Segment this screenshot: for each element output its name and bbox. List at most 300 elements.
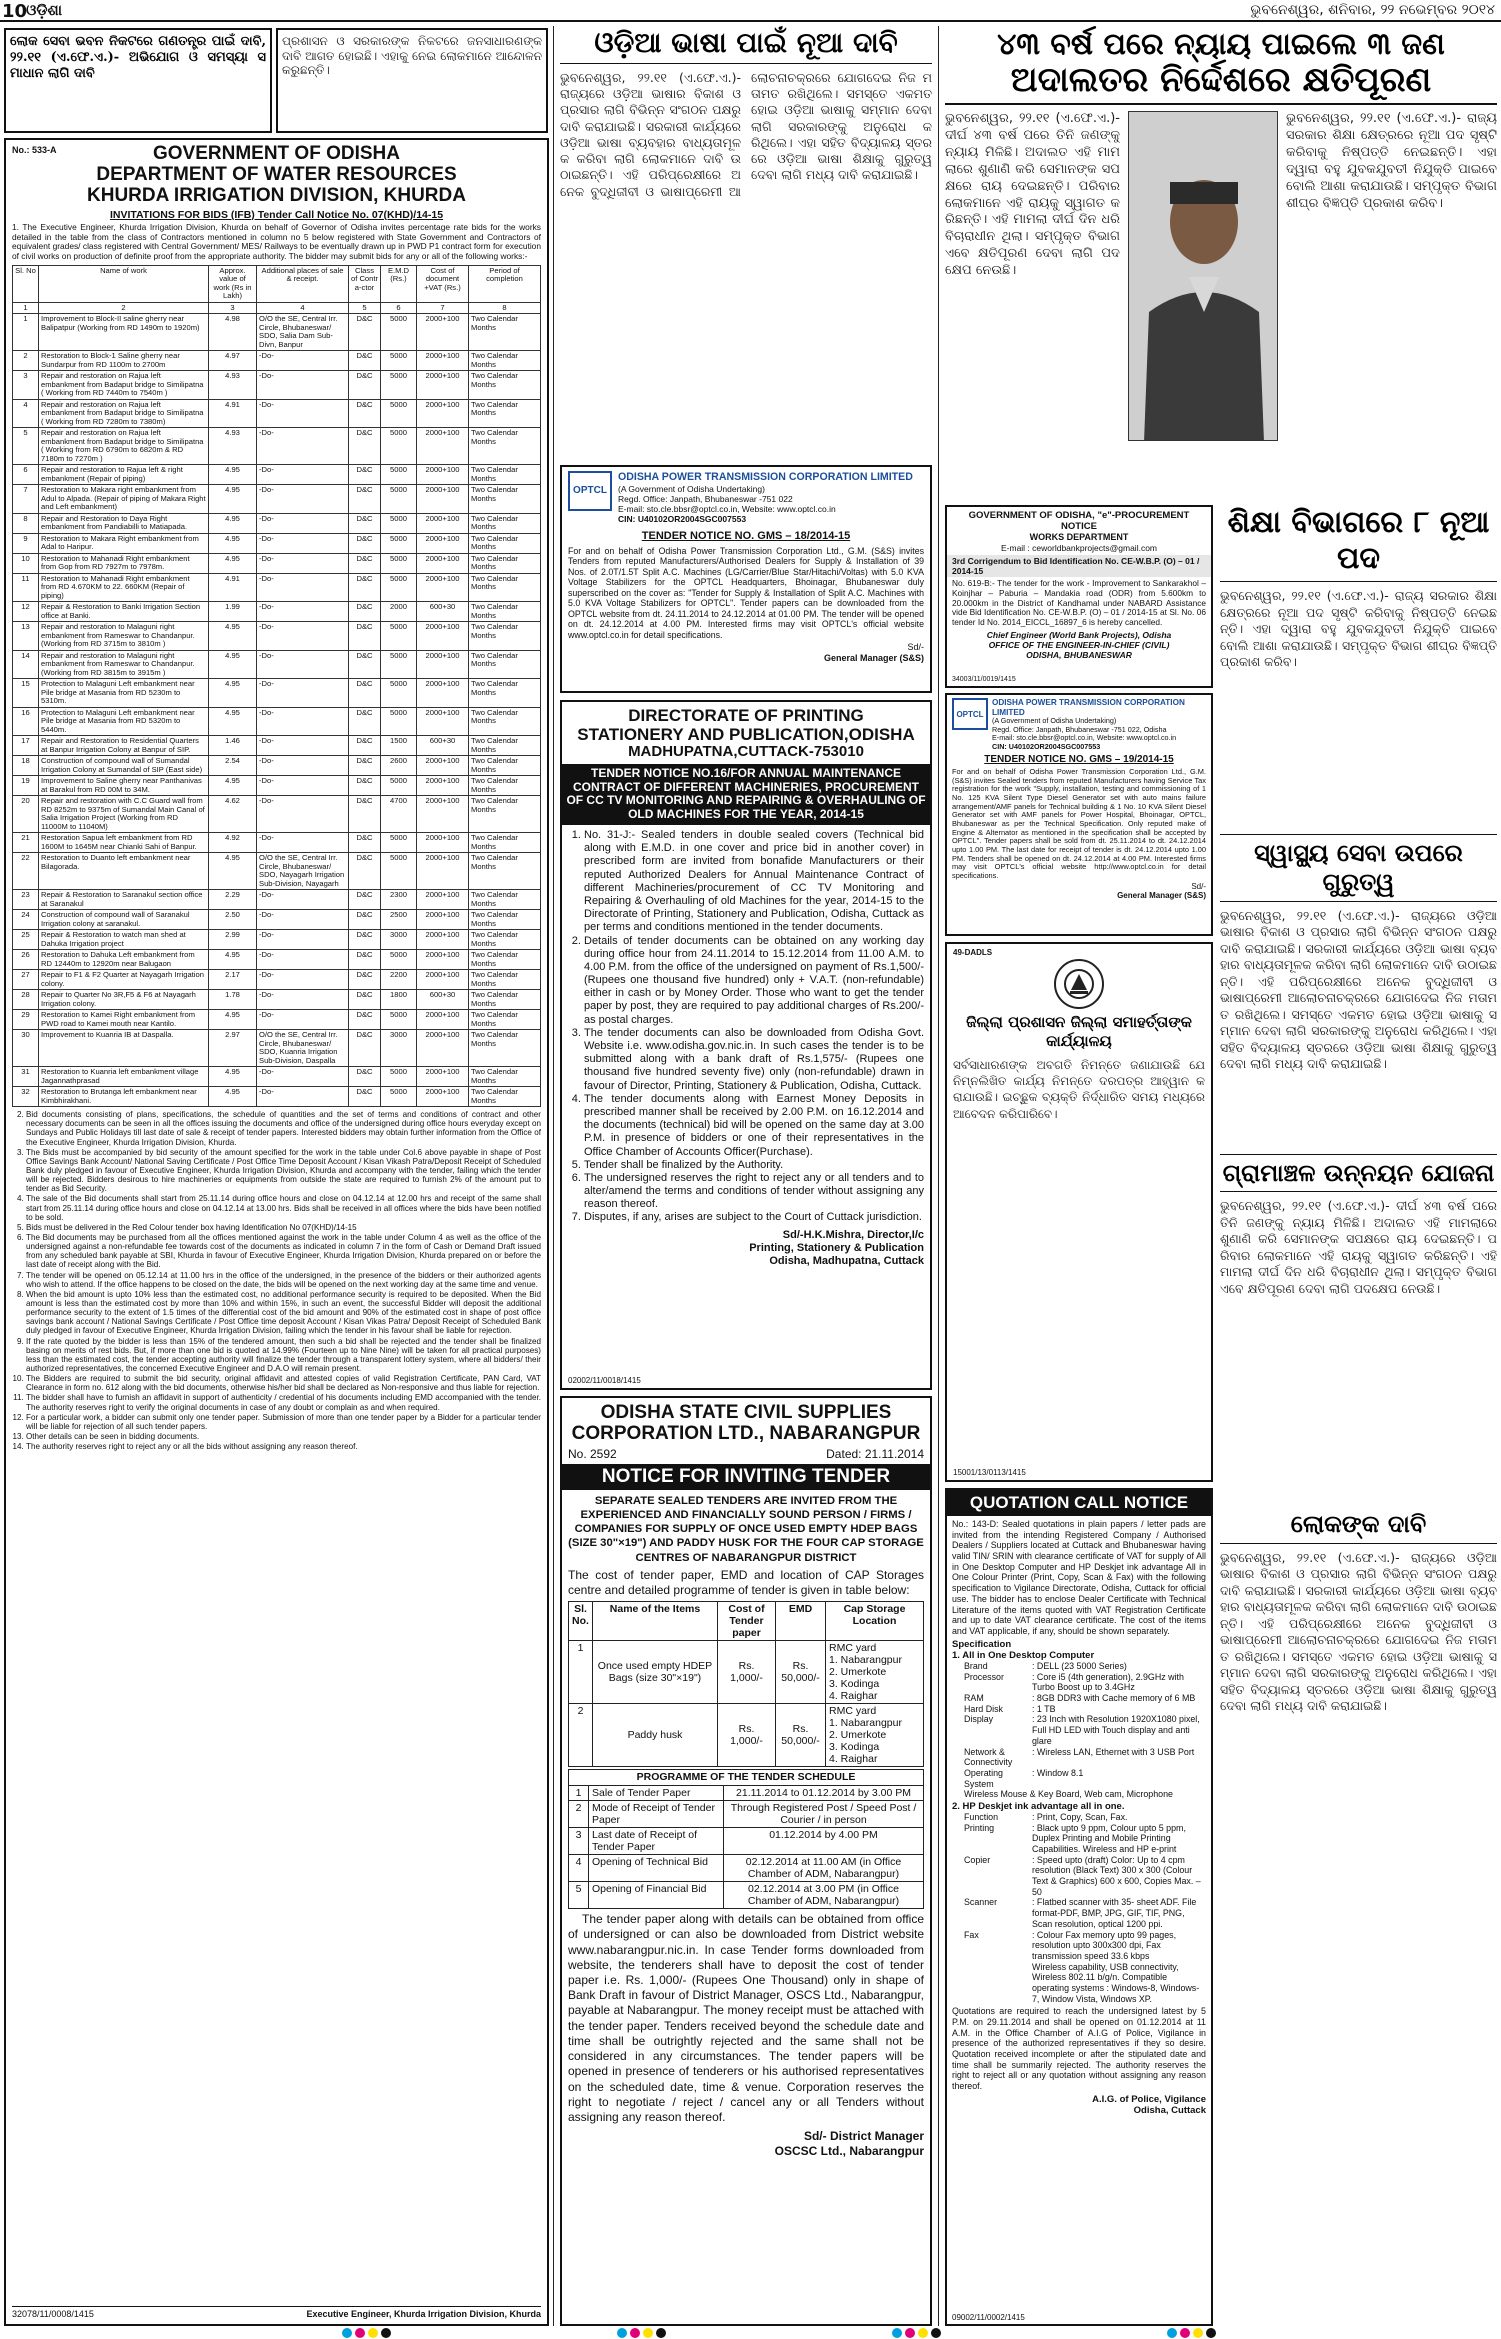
cs-cell-item: Paddy husk (593, 1704, 718, 1767)
odia-right-article-2: ଭୁବନେଶ୍ୱର, ୨୨.୧୧ (ଏ.ଫେ.ଏ.)- ରାଜ୍ୟରେ ଓଡ଼ିଆ ଭାଷାର ବିକାଶ ଓ ପ୍ରସାର ଲାଗି ବିଭିନ୍ନ ସଂଗଠନ ପକ୍ଷରୁ ଦାବି କରାଯାଇଛି। ସରକାରୀ କାର୍ଯ୍ୟରେ ଓଡ଼ିଆ ଭାଷା ବ୍ୟବହାର ବାଧ୍ୟତାମୂଳକ କରିବା ଲାଗି ଲୋକମାନେ ଦାବି ଉଠାଇଛନ୍ତି। ଏହି ପରିପ୍ରେକ୍ଷୀରେ ଅନେକ ବୁଦ୍ଧିଜୀବୀ ଓ ଭାଷାପ୍ରେମୀ ଆଲୋଚନାଚକ୍ରରେ ଯୋଗଦେଇ ନିଜ ମତାମତ ରଖିଥିଲେ। ସମସ୍ତେ ଏକମତ ହୋଇ ଓଡ଼ିଆ ଭାଷାକୁ ସମ୍ମାନ ଦେବା ଲାଗି ସରକାରଙ୍କୁ ଅନୁରୋଧ କରିଥିଲେ। ଏହା ସହିତ ବିଦ୍ୟାଳୟ ସ୍ତରରେ ଓଡ଼ିଆ ଭାଷା ଶିକ୍ଷାକୁ ଗୁରୁତ୍ୱ ଦେବା ଲାଗି ମଧ୍ୟ ଦାବି କରାଯାଇଛି। (1220, 907, 1497, 1072)
cs-location-line: RMC yard (829, 1705, 877, 1718)
table-cell-emd: 5000 (381, 485, 417, 514)
table-cell-cls: D&C (349, 650, 381, 679)
table-row (13, 833, 541, 853)
table-cell-emd: 3000 (381, 1030, 417, 1067)
table-cell-place: O/O the SE, Central Irr. Circle, Bhubaneswar/ SDO, Kuanria Irrigation Sub-Division, Daspalla (257, 1030, 349, 1067)
paper-name: ଓଡ଼ିଶା (26, 1, 63, 19)
table-cell-period: Two Calendar Months (469, 533, 541, 553)
eproc-ref: 34003/11/0019/1415 (952, 675, 1016, 683)
table-cell-value: 4.91 (209, 399, 257, 428)
printing-item: 2. Details of tender documents can be obtained on any working day during office hour from 24.11.2014 to 15.12.2014 from 11.00 A.M. to 4.00 P.M. from the office of the undersigned on payment of Rs.1,500/-(Rupees one thousand five hundred) only + V.A.T. (non-refundable) either in cash or by Money Order. Those who want to get the tender paper by post, they are required to pay additional charges of Rs.200/- as postal charges. (584, 935, 924, 1027)
table-cell-sl: 7 (13, 485, 39, 514)
table-cell-sl: 25 (13, 930, 39, 950)
table-cell-emd: 5000 (381, 853, 417, 890)
spec-row (952, 1714, 1206, 1746)
table-cell-sl: 22 (13, 853, 39, 890)
table-cell-cost: 2000+100 (417, 910, 469, 930)
irrigation-table-body (13, 314, 541, 1107)
printing-title-3: MADHUPATNA,CUTTACK-753010 (628, 743, 864, 761)
optcl-name: ODISHA POWER TRANSMISSION CORPORATION LIMITED (992, 698, 1185, 717)
table-cell-place: -Do- (257, 465, 349, 485)
table-cell-cost: 2000+100 (417, 890, 469, 910)
table-row (13, 553, 541, 573)
table-cell-cls: D&C (349, 399, 381, 428)
table-cell-value: 1.46 (209, 736, 257, 756)
eproc-title: GOVERNMENT OF ODISHA, "e"-PROCUREMENT NOTICE (968, 510, 1190, 533)
table-cell-sl: 27 (13, 970, 39, 990)
irrigation-title-3: KHURDA IRRIGATION DIVISION, KHURDA (87, 184, 466, 206)
table-cell-cost: 2000+100 (417, 776, 469, 796)
note-item: 7. The tender will be opened on 05.12.14 at 11.00 hrs in the office of the undersigned, in the presence of the bidders or their authorized agents who wish to attend. If the office happens to be closed on the date, the bids will be opened on the next working day at the same time and venue. (26, 1271, 541, 1289)
table-cell-value: 4.95 (209, 533, 257, 553)
table-cell-period: Two Calendar Months (469, 399, 541, 428)
table-cell-value: 4.62 (209, 796, 257, 833)
quotation-closing: Quotations are required to reach the undersigned latest by 5 P.M. on 29.11.2014 and shall be opened on 01.12.2014 at 11 A.M. in the Office Chamber of A.I.G of Police, Vigilance in presence of the authorized representatives if they so desire. Quotation received incomplete or after the stipulated date and time shall be summarily rejected. The authority reserves the right to reject all or any quotation without assigning any reason thereof. (952, 2006, 1206, 2092)
odia-right-headline: ଶିକ୍ଷା ବିଭାଗରେ ୮ ନୂଆ ପଦ (1220, 505, 1497, 582)
table-row (13, 707, 541, 736)
table-row (569, 1704, 924, 1767)
table-row (13, 513, 541, 533)
table-cell-value: 4.98 (209, 314, 257, 351)
spec-row (952, 1672, 1206, 1693)
col-number: 5 (349, 302, 381, 314)
table-cell-period: Two Calendar Months (469, 602, 541, 622)
table-cell-cls: D&C (349, 351, 381, 371)
table-row (569, 1640, 924, 1703)
table-cell-place: -Do- (257, 756, 349, 776)
table-cell-work: Improvement to Block-II saline gherry near Balipatpur (Working from RD 1490m to 1920m) (39, 314, 209, 351)
table-cell-place: -Do- (257, 513, 349, 533)
spec-key: RAM (964, 1693, 984, 1704)
cs-location-line: 1. Nabarangpur (829, 1717, 902, 1730)
table-cell-cost: 2000+100 (417, 833, 469, 853)
table-cell-value: 4.95 (209, 679, 257, 708)
table-cell-period: Two Calendar Months (469, 351, 541, 371)
cs-col-header: Cost of Tender paper (718, 1601, 776, 1640)
cs-items-table (568, 1601, 924, 1768)
table-cell-period: Two Calendar Months (469, 756, 541, 776)
cs-cell-sl: 1 (569, 1640, 593, 1703)
optcl-cin: CIN: U40102OR2004SGC007553 (992, 741, 1101, 751)
table-row (13, 485, 541, 514)
table-cell-emd: 4700 (381, 796, 417, 833)
table-cell-value: 4.93 (209, 428, 257, 465)
irrigation-ref: No.: 533-A (12, 145, 57, 155)
table-cell-cost: 2000+100 (417, 351, 469, 371)
table-cell-cls: D&C (349, 707, 381, 736)
table-row (13, 736, 541, 756)
table-cell-cls: D&C (349, 833, 381, 853)
programme-row (569, 1800, 924, 1827)
table-cell-period: Two Calendar Months (469, 1030, 541, 1067)
optcl-notice-no: TENDER NOTICE NO. GMS – 18/2014-15 (641, 529, 851, 542)
table-cell-place: -Do- (257, 736, 349, 756)
printing-sig3: Odisha, Madhupatna, Cuttack (769, 1254, 924, 1267)
table-row (13, 622, 541, 651)
quotation-item1-specs (952, 1661, 1206, 1789)
printing-item: 5. Tender shall be finalized by the Authority. (584, 1159, 924, 1172)
table-cell-value: 2.54 (209, 756, 257, 776)
printing-banner: TENDER NOTICE NO.16/FOR ANNUAL MAINTENANCE CONTRACT OF DIFFERENT MACHINERIES, PROCUREMENT OF CC TV MONITORING AND REPAIRING & OVERHAULING OF OLD MACHINES FOR THE YEAR, 2014-15 (562, 764, 930, 825)
odia-right-article-3: ଭୁବନେଶ୍ୱର, ୨୨.୧୧ (ଏ.ଫେ.ଏ.)- ଦୀର୍ଘ ୪୩ ବର୍ଷ ପରେ ତିନି ଜଣଙ୍କୁ ନ୍ୟାୟ ମିଳିଛି। ଅଦାଲତ ଏହି ମାମଲାରେ ଶୁଣାଣି କରି ସେମାନଙ୍କ ସପକ୍ଷରେ ରାୟ ଦେଇଛନ୍ତି। ପରିବାର ଲୋକମାନେ ଏହି ରାୟକୁ ସ୍ୱାଗତ କରିଛନ୍ତି। ଏହି ମାମଲା ଦୀର୍ଘ ଦିନ ଧରି ବିଚାରାଧୀନ ଥିଲା। ସମ୍ପୃକ୍ତ ବିଭାଗ ଏବେ କ୍ଷତିପୂରଣ ଦେବା ଲାଗି ପଦକ୍ଷେପ ନେଉଛି। (1220, 1198, 1497, 1296)
table-row (13, 930, 541, 950)
table-cell-cost: 2000+100 (417, 465, 469, 485)
quotation-ref: 09002/11/0002/1415 (952, 2312, 1025, 2322)
odia-news-top-right (945, 28, 1497, 488)
table-cell-period: Two Calendar Months (469, 650, 541, 679)
table-cell-value: 4.95 (209, 1010, 257, 1030)
cs-cell-sl: 2 (569, 1704, 593, 1767)
table-cell-cost: 2000+100 (417, 707, 469, 736)
spec-row (952, 1812, 1206, 1823)
table-cell-place: -Do- (257, 1067, 349, 1087)
spec-value: : 8GB DDR3 with Cache memory of 6 MB (1032, 1693, 1196, 1704)
printing-item: 4. The tender documents along with Earnest Money Deposits in prescribed manner shall be received by 2.00 P.M. on 16.12.2014 and the documents (technical) bid will be opened on the same day at 3.00 P.M. in presence of bidders or one of their representatives in the Office Chamber of Accounts Officer(Purchase). (584, 1093, 924, 1159)
note-item: 8. When the bid amount is upto 10% less than the estimated cost, no additional performance security is required to be deposited. When the Bid amount is less than the estimated cost by more than 10% and within 15%, in such an event, the successful Bidder will deposit the additional performance security to the extent of 1.5 times of the differential cost of the bid amount and 90% of the estimated cost in shape of post office savings bank account / National Savings Certificate / Post Office time deposit Account / Kisan Vikas Patra/ Deposit Receipt of Scheduled Bank duly pledged in favour of Executive Engineer, Khurda Irrigation Division, failing which the tender in his favour shall be liable for rejection. (26, 1290, 541, 1336)
table-cell-work: Protection to Malaguni Left embankment near Pile bridge at Masania from RD 5230m to 5310m. (39, 679, 209, 708)
table-cell-cls: D&C (349, 371, 381, 400)
registration-mark-icon (1167, 2328, 1219, 2339)
note-item: 6. The Bid documents may be purchased from all the offices mentioned against the work in the table under Column 4 as well as the office of the undersigned against a non-refundable fee towards cost of the documents as indicated in column 7 in the form of Cash or Demand Draft issued from any scheduled bank payable at SBI, Khurda in favour of Executive Engineer, Khurda Irrigation Division, Khurda prepared on or before the last date of receipt along with the Bid. (26, 1233, 541, 1270)
programme-row (569, 1785, 924, 1800)
spec-key: Operating System (964, 1767, 1003, 1789)
prog-key: Sale of Tender Paper (589, 1785, 724, 1800)
optcl-notice-no: TENDER NOTICE NO. GMS – 19/2014-15 (984, 754, 1174, 766)
table-row (13, 602, 541, 622)
table-cell-period: Two Calendar Months (469, 707, 541, 736)
table-cell-period: Two Calendar Months (469, 990, 541, 1010)
table-cell-cost: 2000+100 (417, 371, 469, 400)
spec-value: : Core i5 (4th generation), 2.9GHz with Turbo Boost up to 3.4GHz (1032, 1671, 1184, 1693)
optcl-sig2: General Manager (S&S) (1117, 891, 1206, 901)
quotation-spec-title: Specification (952, 1638, 1012, 1650)
table-cell-place: -Do- (257, 533, 349, 553)
table-cell-place: -Do- (257, 371, 349, 400)
table-cell-work: Restoration to Mahanadi Right embankment from Gop from RD 7927m to 7978m. (39, 553, 209, 573)
table-row (13, 371, 541, 400)
table-cell-sl: 21 (13, 833, 39, 853)
table-row (13, 853, 541, 890)
optcl-sub: (A Government of Odisha Undertaking) (992, 716, 1117, 726)
optcl-email: E-mail: sto.cle.bbsr@optcl.co.in, Website: www.optcl.co.in (992, 733, 1177, 743)
table-cell-emd: 5000 (381, 622, 417, 651)
table-cell-emd: 5000 (381, 833, 417, 853)
cs-no: No. 2592 (568, 1446, 617, 1461)
irrigation-footer (12, 2306, 541, 2320)
cs-location-line: 1. Nabarangpur (829, 1653, 902, 1666)
table-cell-cost: 2000+100 (417, 756, 469, 776)
optcl-name: ODISHA POWER TRANSMISSION CORPORATION LIMITED (618, 471, 913, 483)
cs-programme-table (568, 1769, 924, 1909)
table-cell-sl: 9 (13, 533, 39, 553)
quotation-item2-specs (952, 1812, 1206, 2004)
spec-key: Network & Connectivity (964, 1746, 1013, 1768)
table-cell-period: Two Calendar Months (469, 910, 541, 930)
table-cell-sl: 3 (13, 371, 39, 400)
table-cell-work: Improvement to Kuanria IB at Daspalla. (39, 1030, 209, 1067)
table-cell-place: -Do- (257, 553, 349, 573)
district-ref-bottom: 15001/13/0113/1415 (953, 1467, 1026, 1477)
table-cell-cost: 2000+100 (417, 485, 469, 514)
table-cell-value: 4.95 (209, 950, 257, 970)
printing-items (568, 829, 924, 1225)
cs-title-2: CORPORATION LTD., NABARANGPUR (571, 1423, 921, 1445)
table-cell-cls: D&C (349, 1067, 381, 1087)
odia-right-article-1: ଭୁବନେଶ୍ୱର, ୨୨.୧୧ (ଏ.ଫେ.ଏ.)- ରାଜ୍ୟ ସରକାର ଶିକ୍ଷା କ୍ଷେତ୍ରରେ ନୂଆ ପଦ ସୃଷ୍ଟି କରିବାକୁ ନିଷ୍ପତ୍ତି ନେଇଛନ୍ତି। ଏହା ଦ୍ୱାରା ବହୁ ଯୁବକଯୁବତୀ ନିଯୁକ୍ତି ପାଇବେ ବୋଲି ଆଶା କରାଯାଉଛି। ସମ୍ପୃକ୍ତ ବିଭାଗ ଶୀଘ୍ର ବିଜ୍ଞପ୍ତି ପ୍ରକାଶ କରିବ। (1220, 588, 1497, 669)
table-cell-emd: 5000 (381, 533, 417, 553)
registration-mark-icon (342, 2328, 394, 2339)
table-cell-period: Two Calendar Months (469, 970, 541, 990)
table-cell-value: 4.95 (209, 1087, 257, 1107)
spec-key: Display (964, 1714, 994, 1725)
odia-headline-1: ୪୩ ବର୍ଷ ପରେ ନ୍ୟାୟ ପାଇଲେ ୩ ଜଣ (997, 27, 1445, 62)
printing-sig2: Printing, Stationery & Publication (749, 1241, 924, 1254)
table-row (13, 756, 541, 776)
irrigation-ref-code: 32078/11/0008/1415 (12, 2309, 94, 2320)
table-cell-emd: 5000 (381, 513, 417, 533)
table-cell-place: -Do- (257, 399, 349, 428)
quotation-banner: QUOTATION CALL NOTICE (947, 1490, 1211, 1516)
table-row (13, 990, 541, 1010)
table-cell-place: -Do- (257, 707, 349, 736)
spec-row (952, 1693, 1206, 1704)
spec-key (952, 1962, 1032, 2005)
spec-value: : Print, Copy, Scan, Fax. (1032, 1811, 1128, 1822)
spec-row (952, 1823, 1206, 1855)
cs-location-line: 2. Umerkote (829, 1665, 887, 1678)
district-notice-title: ଜିଲ୍ଲା ପ୍ରଶାସନ ଜିଲ୍ଲା ସମାହର୍ତ୍ତାଙ୍କ କାର୍ଯ୍ୟାଳୟ (966, 1013, 1192, 1051)
table-cell-work: Improvement to Saline gherry near Panthanivas at Barakul from RD 00M to 34M. (39, 776, 209, 796)
registration-mark-icon (617, 2328, 669, 2339)
cs-cell-cost: Rs. 1,000/- (718, 1704, 776, 1767)
table-cell-work: Repair & Restoration to Banki Irrigation Section office at Banki. (39, 602, 209, 622)
table-cell-work: Repair and Restoration to Daya Right embankment from Pandiabilli to Matiapada. (39, 513, 209, 533)
table-cell-work: Restoration to Makara right embankment from Adul to Alpada. (Repair of piping of Makara Right and Left embankment) (39, 485, 209, 514)
table-cell-place: -Do- (257, 970, 349, 990)
table-cell-sl: 5 (13, 428, 39, 465)
table-cell-work: Restoration to Brutanga left embankment near Kimbhirakhani. (39, 1087, 209, 1107)
spec-row (952, 1897, 1206, 1929)
spec-key: Scanner (964, 1897, 998, 1908)
note-item: 13. Other details can be seen in bidding documents. (26, 1432, 541, 1441)
table-cell-emd: 5000 (381, 465, 417, 485)
spec-row (952, 1661, 1206, 1672)
cs-col-header: EMD (776, 1601, 826, 1640)
prog-value: Through Registered Post / Speed Post / Courier / in person (724, 1800, 924, 1827)
table-cell-cost: 2000+100 (417, 679, 469, 708)
irrigation-table (12, 265, 541, 1108)
prog-sl: 4 (569, 1854, 589, 1881)
printing-tender (560, 700, 932, 1390)
cs-location-line: 4. Raighar (829, 1690, 878, 1703)
table-cell-value: 4.95 (209, 853, 257, 890)
note-item: 12. For a particular work, a bidder can submit only one tender paper. Submission of more than one tender paper by a Bidder for a particular tender will be liable for rejection of all such tender papers. (26, 1413, 541, 1431)
odia-article-b: ଭୁବନେଶ୍ୱର, ୨୨.୧୧ (ଏ.ଫେ.ଏ.)- ରାଜ୍ୟ ସରକାର ଶିକ୍ଷା କ୍ଷେତ୍ରରେ ନୂଆ ପଦ ସୃଷ୍ଟି କରିବାକୁ ନିଷ୍ପତ୍ତି ନେଇଛନ୍ତି। ଏହା ଦ୍ୱାରା ବହୁ ଯୁବକଯୁବତୀ ନିଯୁକ୍ତି ପାଇବେ ବୋଲି ଆଶା କରାଯାଉଛି। ସମ୍ପୃକ୍ତ ବିଭାଗ ଶୀଘ୍ର ବିଜ୍ଞପ୍ତି ପ୍ରକାଶ କରିବ। (1286, 111, 1497, 211)
table-cell-period: Two Calendar Months (469, 1087, 541, 1107)
table-cell-period: Two Calendar Months (469, 371, 541, 400)
table-cell-place: -Do- (257, 796, 349, 833)
col-header: Name of work (39, 265, 209, 302)
table-cell-place: -Do- (257, 573, 349, 602)
cs-sig2: OSCSC Ltd., Nabarangpur (774, 2143, 924, 2158)
table-cell-place: -Do- (257, 776, 349, 796)
spec-value: : Window 8.1 (1032, 1767, 1084, 1778)
table-cell-sl: 20 (13, 796, 39, 833)
table-cell-value: 4.97 (209, 351, 257, 371)
table-cell-cls: D&C (349, 602, 381, 622)
table-cell-sl: 18 (13, 756, 39, 776)
table-cell-sl: 8 (13, 513, 39, 533)
odia-right-headline-2: ସ୍ୱାସ୍ଥ୍ୟ ସେବା ଉପରେ ଗୁରୁତ୍ୱ (1220, 834, 1497, 902)
table-cell-place: -Do- (257, 622, 349, 651)
odia-news-col2 (560, 28, 932, 458)
table-cell-place: -Do- (257, 950, 349, 970)
eproc-sig2: OFFICE OF THE ENGINEER-IN-CHIEF (CIVIL) (988, 639, 1170, 650)
table-cell-emd: 5000 (381, 314, 417, 351)
table-cell-emd: 2000 (381, 602, 417, 622)
table-cell-work: Repair to F1 & F2 Quarter at Nayagarh Irrigation colony. (39, 970, 209, 990)
table-cell-cls: D&C (349, 622, 381, 651)
table-cell-period: Two Calendar Months (469, 776, 541, 796)
spec-key: Hard Disk (964, 1703, 1003, 1714)
note-item: 14. The authority reserves right to reject any or all the bids without assigning any reason thereof. (26, 1442, 541, 1451)
col-header: Cost of document +VAT (Rs.) (417, 265, 469, 302)
spec-row (952, 1962, 1206, 2005)
table-row (13, 1067, 541, 1087)
table-cell-work: Restoration to Dahuka Left embankment from RD 12440m to 12920m near Balugaon (39, 950, 209, 970)
odia-box-right: ପ୍ରଶାସନ ଓ ସରକାରଙ୍କ ନିକଟରେ ଜନସାଧାରଣଙ୍କ ଦାବି ଆଗତ ହୋଇଛି। ଏହାକୁ ନେଇ ଲୋକମାନେ ଆନ୍ଦୋଳନ କରୁଛନ୍ତି। (276, 28, 548, 133)
table-cell-work: Construction of compound wall of Saranakul Irrigation colony at saranakul. (39, 910, 209, 930)
table-cell-sl: 30 (13, 1030, 39, 1067)
table-cell-work: Restoration Sapua left embankment from RD 1600M to 1645M near Chianki Sahi of Banpur. (39, 833, 209, 853)
table-row (13, 1087, 541, 1107)
table-cell-value: 4.95 (209, 513, 257, 533)
table-cell-place: -Do- (257, 351, 349, 371)
optcl-cin: CIN: U40102OR2004SGC007553 (618, 513, 747, 524)
table-cell-cost: 600+30 (417, 736, 469, 756)
table-cell-cls: D&C (349, 890, 381, 910)
table-cell-cls: D&C (349, 465, 381, 485)
optcl-sig1: Sd/- (907, 642, 924, 653)
table-cell-emd: 5000 (381, 553, 417, 573)
table-cell-cls: D&C (349, 314, 381, 351)
odia-right-headline-4: ଲୋକଙ୍କ ଦାବି (1220, 1510, 1497, 1544)
spec-key: Function (964, 1811, 999, 1822)
odia-right-headline-3: ଗ୍ରାମାଞ୍ଚଳ ଉନ୍ନୟନ ଯୋଜନା (1220, 1154, 1497, 1193)
quotation-item1-title: 1. All in One Desktop Computer (952, 1649, 1095, 1661)
table-cell-place: -Do- (257, 679, 349, 708)
cs-title-1: ODISHA STATE CIVIL SUPPLIES (600, 1402, 892, 1423)
table-cell-cls: D&C (349, 553, 381, 573)
spec-value: Wireless capability, USB connectivity, Wireless 802.11 b/g/n. Compatible operating systems : Windows-8, Windows-7, Window Vista, Windows XP. (1032, 1961, 1200, 2004)
table-cell-cost: 2000+100 (417, 853, 469, 890)
table-cell-cost: 2000+100 (417, 533, 469, 553)
table-cell-emd: 2200 (381, 970, 417, 990)
table-cell-work: Restoration to Block-1 Saline gherry near Sundarpur from RD 1100m to 2700m (39, 351, 209, 371)
printing-item: 3. The tender documents can also be downloaded from Odisha Govt. Website i.e. www.odisha.gov.nic.in. In such cases the tender is to be submitted along with a bank draft of Rs.1,575/- (Rupees one thousand five hundred seventy five) only (non-refundable) drawn in favour of Director, Printing, Stationery & Publication, Odisha, Cuttack. (584, 1027, 924, 1093)
table-cell-sl: 31 (13, 1067, 39, 1087)
cs-cell-emd: Rs. 50,000/- (776, 1704, 826, 1767)
table-cell-place: -Do- (257, 990, 349, 1010)
table-cell-period: Two Calendar Months (469, 622, 541, 651)
table-cell-work: Repair & Restoration to Saranakul section office at Saranakul (39, 890, 209, 910)
table-row (13, 890, 541, 910)
table-cell-sl: 14 (13, 650, 39, 679)
table-row (13, 465, 541, 485)
masthead (0, 0, 1501, 22)
page-number: 10 (2, 1, 28, 22)
optcl-sig2: General Manager (S&S) (823, 653, 924, 664)
prog-value: 21.11.2014 to 01.12.2014 by 3.00 PM (724, 1785, 924, 1800)
col-number: 1 (13, 302, 39, 314)
table-cell-work: Repair and restoration to Malaguni right embankment from Rameswar to Chandanpur. (Working from RD 3815m to 3915m ) (39, 650, 209, 679)
table-cell-emd: 5000 (381, 1010, 417, 1030)
table-cell-place: -Do- (257, 650, 349, 679)
col-header: Approx. value of work (Rs in Lakh) (209, 265, 257, 302)
table-cell-cls: D&C (349, 1010, 381, 1030)
printing-item: 6. The undersigned reserves the right to reject any or all tenders and to alter/amend the terms and conditions of tender without assigning any reason thereof. (584, 1172, 924, 1212)
irrigation-intro: 1. The Executive Engineer, Khurda Irrigation Division, Khurda on behalf of Governor of Odisha invites percentage rate bids for the works detailed in the table from the class of Contractors mentioned in column no 5 below registered with State Government and Contractors of equivalent grades/ class registered with Central Government/ MES/ Railways to be eventually drawn up in PWD P1 contract form for execution of civil works on production of definite proof from the appropriate authority. The bidder may submit bids for any or all of the following works:- (12, 222, 541, 262)
table-cell-place: O/O the SE, Central Irr. Circle, Bhubaneswar/ SDO, Salia Dam Sub-Divn, Banpur (257, 314, 349, 351)
cs-items-body (569, 1640, 924, 1767)
printing-item: 7. Disputes, if any, arises are subject to the Court of Cuttack jurisdiction. (584, 1211, 924, 1224)
prog-key: Opening of Technical Bid (589, 1854, 724, 1881)
table-cell-place: -Do- (257, 930, 349, 950)
odia-headline-2: ଅଦାଲତର ନିର୍ଦ୍ଦେଶରେ କ୍ଷତିପୂରଣ (945, 61, 1497, 105)
table-cell-cls: D&C (349, 679, 381, 708)
programme-row (569, 1881, 924, 1908)
table-cell-emd: 5000 (381, 399, 417, 428)
cs-col-header: Name of the Items (593, 1601, 718, 1640)
irrigation-subtitle: INVITATIONS FOR BIDS (IFB) Tender Call Notice No. 07(KHD)/14-15 (109, 208, 444, 221)
col-number: 2 (39, 302, 209, 314)
table-row (13, 650, 541, 679)
table-cell-cost: 600+30 (417, 990, 469, 1010)
table-cell-cost: 2000+100 (417, 796, 469, 833)
table-cell-sl: 15 (13, 679, 39, 708)
note-item: 9. If the rate quoted by the bidder is less than 15% of the tendered amount, then such a bid shall be rejected and the tender shall be finalized basing on merits of rest bids. But, if more than one bid is quoted at 14.99% (Fourteen up to Nine Nine) will be taken for all practical purposes) less than the estimated cost, the tender accepting authority will finalize the tender through a transparent lottery system, where all bidders/ their authorized representatives, the concerned Executive Engineer and D.A.O will remain present. (26, 1337, 541, 1374)
prog-sl: 3 (569, 1827, 589, 1854)
optcl-body: For and on behalf of Odisha Power Transmission Corporation Ltd., G.M. (S&S) invites Sealed tenders from reputed Manufacturers having Service Tax registration for the work "Supply, installation, testing and commissioning of 1 No. 125 KVA Silent Type Diesel Generator set with auto mains failure arrangement/AMF panels for Technical building & 1 No. 10 KVA Silent Diesel Generator set with AMF panels for Power Hospital, Bhoinagar, OPTCL, Bhubaneswar as per the Technical Specification. Only reputed make of Engine & Alternator as mentioned in the specification shall be accepted by OPTCL". Tender papers shall be sold from dt. 25.11.2014 to dt. 24.12.2014 upto 1.00 PM. The last date for receipt of tender is dt. 24.12.2014 upto 1.00 PM. Tenders shall be opened on dt. 24.12.2014 at 4.00 PM. Interested firms may visit OPTCL's official website http://www.optcl.co.in for detail specifications. (952, 767, 1206, 880)
cs-dated: Dated: 21.11.2014 (826, 1446, 924, 1461)
col-number: 4 (257, 302, 349, 314)
odia-news-right (1220, 505, 1497, 1505)
table-cell-sl: 24 (13, 910, 39, 930)
spec-row (952, 1747, 1206, 1768)
note-item: 2. Bid documents consisting of plans, specifications, the schedule of quantities and the set of terms and conditions of contract and other necessary documents can be seen in all the offices issuing the documents and office of the undersigned during office hours everyday except on Sundays and Public Holidays till last date of sale & receipt of tender papers. Interested bidders may obtain further information from the Office of the Executive Engineer, Khurda Irrigation Division, Khurda. (26, 1110, 541, 1147)
table-cell-cls: D&C (349, 950, 381, 970)
table-row (13, 428, 541, 465)
col-number: 3 (209, 302, 257, 314)
table-cell-place: O/O the SE, Central Irr. Circle, Bhubaneswar/ SDO, Nayagarh Irrigation Sub-Division, Nayagarh (257, 853, 349, 890)
table-cell-cls: D&C (349, 930, 381, 950)
table-cell-work: Repair and Restoration to Residential Quarters at Banpur Irrigation Colony at Banpur of SIP. (39, 736, 209, 756)
spec-row (952, 1930, 1206, 1962)
optcl-tender-18 (560, 465, 932, 693)
quotation-item2-title: 2. HP Deskjet ink advantage all in one. (952, 1800, 1125, 1812)
note-item: 11. The bidder shall have to furnish an affidavit in support of authenticity / credential of his documents including EMD accompanied with the tender. The authority reserves right to verify the original documents in case of any doubt or complain as and when required. (26, 1393, 541, 1411)
table-cell-cost: 2000+100 (417, 1030, 469, 1067)
spec-value: : DELL (23 5000 Series) (1032, 1661, 1127, 1672)
table-cell-work: Repair and restoration on Rajua left embankment from Badaput bridge to Similipatna ( Working from RD 7440m to 7540m ) (39, 371, 209, 400)
table-row (13, 950, 541, 970)
table-cell-place: -Do- (257, 1010, 349, 1030)
table-cell-cls: D&C (349, 990, 381, 1010)
table-cell-cls: D&C (349, 756, 381, 776)
col-number: 7 (417, 302, 469, 314)
spec-key: Brand (964, 1661, 988, 1672)
